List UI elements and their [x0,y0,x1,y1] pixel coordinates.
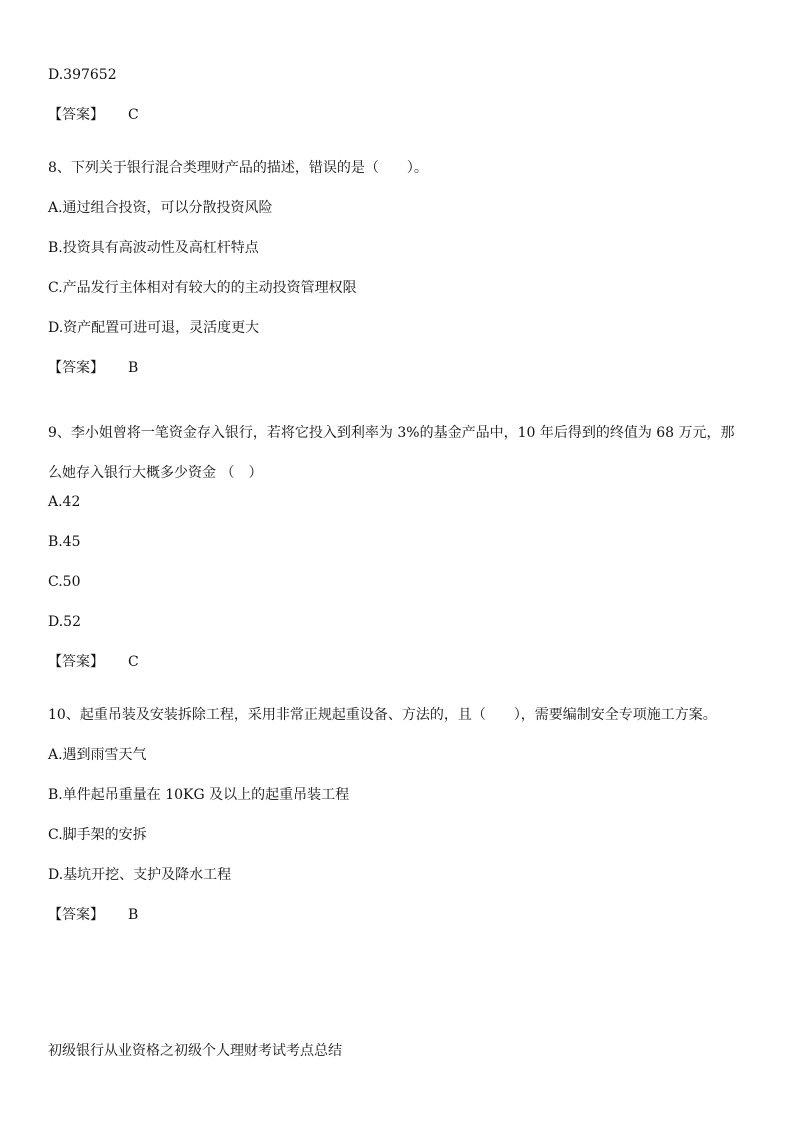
q10-option-a: A.遇到雨雪天气 [48,747,147,763]
q9-answer-value: C [128,654,139,670]
q8-answer-label: 【答案】 [48,360,104,376]
q7-answer-value: C [128,107,139,123]
q10-answer-value: B [128,907,139,923]
q8-stem: 8、下列关于银行混合类理财产品的描述，错误的是（ ）。 [48,160,428,176]
q9-option-b: B.45 [48,534,81,550]
q10-option-c: C.脚手架的安拆 [48,827,147,843]
q8-answer-value: B [128,360,139,376]
q8-option-c: C.产品发行主体相对有较大的的主动投资管理权限 [48,280,357,296]
q7-option-d: D.397652 [48,67,117,83]
document-footer: 初级银行从业资格之初级个人理财考试考点总结 [48,1043,342,1059]
q9-option-c: C.50 [48,574,81,590]
q7-answer-label: 【答案】 [48,107,104,123]
q10-option-d: D.基坑开挖、支护及降水工程 [48,867,232,883]
q10-answer-label: 【答案】 [48,907,104,923]
q9-option-a: A.42 [48,494,81,510]
q8-option-b: B.投资具有高波动性及高杠杆特点 [48,240,259,256]
q9-answer-label: 【答案】 [48,654,104,670]
q10-stem: 10、起重吊装及安装拆除工程，采用非常正规起重设备、方法的，且（ ），需要编制安全专项施工方案。 [48,707,717,723]
q10-option-b: B.单件起吊重量在 10KG 及以上的起重吊装工程 [48,787,350,803]
q9-option-d: D.52 [48,614,81,630]
q8-option-d: D.资产配置可进可退，灵活度更大 [48,320,260,336]
q9-stem: 9、李小姐曾将一笔资金存入银行，若将它投入到利率为 3%的基金产品中，10 年后得到的终值为 68 万元，那么她存入银行大概多少资金 （ ） [48,425,735,481]
q8-option-a: A.通过组合投资，可以分散投资风险 [48,200,273,216]
